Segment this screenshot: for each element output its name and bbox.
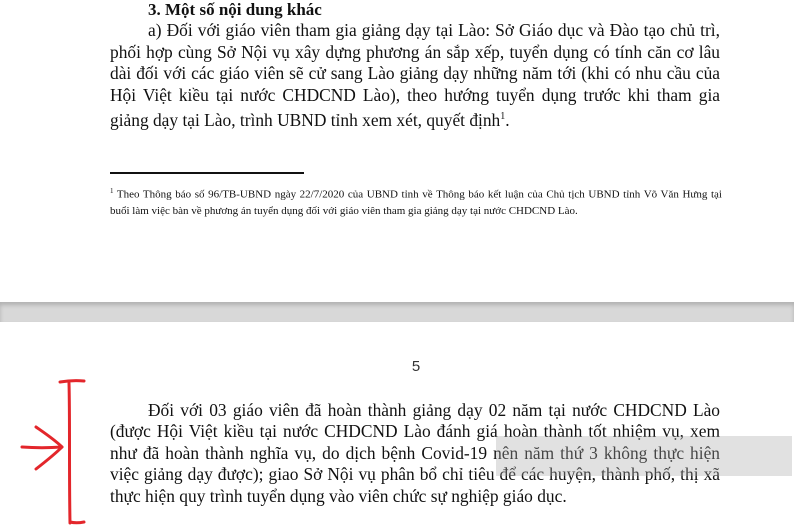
footnote-separator	[110, 172, 304, 174]
section-heading: 3. Một số nội dung khác	[148, 0, 322, 19]
body-paragraph-a: a) Đối với giáo viên tham gia giảng dạy tại Lào: Sở Giáo dục và Đào tạo chủ trì, phối hợp cùng Sở Nội vụ xây dựng phương án sắp xếp, tuyển dụng có tính căn cơ lâu dài đối với các giáo viên sẽ cử sang Lào giảng dạy những năm tới (khi có nhu cầu của Hội Việt kiều tại nước CHDCND Lào), theo hướng tuyển dụng trước khi tham gia giảng dạy tại Lào, trình UBND tỉnh xem xét, quyết định$^1$.	[110, 20, 720, 131]
page-break-gap	[0, 302, 794, 322]
page-number: 5	[411, 358, 421, 375]
footnote-reference[interactable]: 1	[500, 111, 506, 123]
document-page-bottom	[0, 322, 794, 528]
paragraph-teachers-text: Đối với 03 giáo viên đã hoàn thành giảng dạy 02 năm tại nước CHDCND Lào (được Hội Việt kiều tại nước CHDCND Lào đánh giá hoàn thành tốt nhiệm vụ, xem như đã hoàn thành nghĩa vụ, do dịch bệnh Covid-19 nên năm thứ 3 không thực hiện việc giảng dạy được); giao Sở Nội vụ phân bổ chỉ tiêu để các huyện, thành phố, thị xã thực hiện quy trình tuyển dụng vào viên chức sự nghiệp giáo dục.	[110, 400, 720, 506]
watermark-overlay	[496, 436, 792, 476]
footnote-text: Theo Thông báo số 96/TB-UBND ngày 22/7/2020 của UBND tỉnh về Thông báo kết luận của Chủ tịch UBND tỉnh Võ Văn Hưng tại buổi làm việc bàn về phương án tuyển dụng đối với giáo viên tham gia giảng dạy tại nước CHDCND Lào.	[110, 188, 722, 217]
paragraph-a-text: a) Đối với giáo viên tham gia giảng dạy tại Lào: Sở Giáo dục và Đào tạo chủ trì, phối hợp cùng Sở Nội vụ xây dựng phương án sắp xếp, tuyển dụng có tính căn cơ lâu dài đối với các giáo viên sẽ cử sang Lào giảng dạy những năm tới (khi có nhu cầu của Hội Việt kiều tại nước CHDCND Lào), theo hướng tuyển dụng trước khi tham gia giảng dạy tại Lào, trình UBND tỉnh xem xét, quyết định	[110, 20, 720, 131]
footnote-number: 1	[110, 187, 114, 195]
footnote	[110, 183, 722, 219]
